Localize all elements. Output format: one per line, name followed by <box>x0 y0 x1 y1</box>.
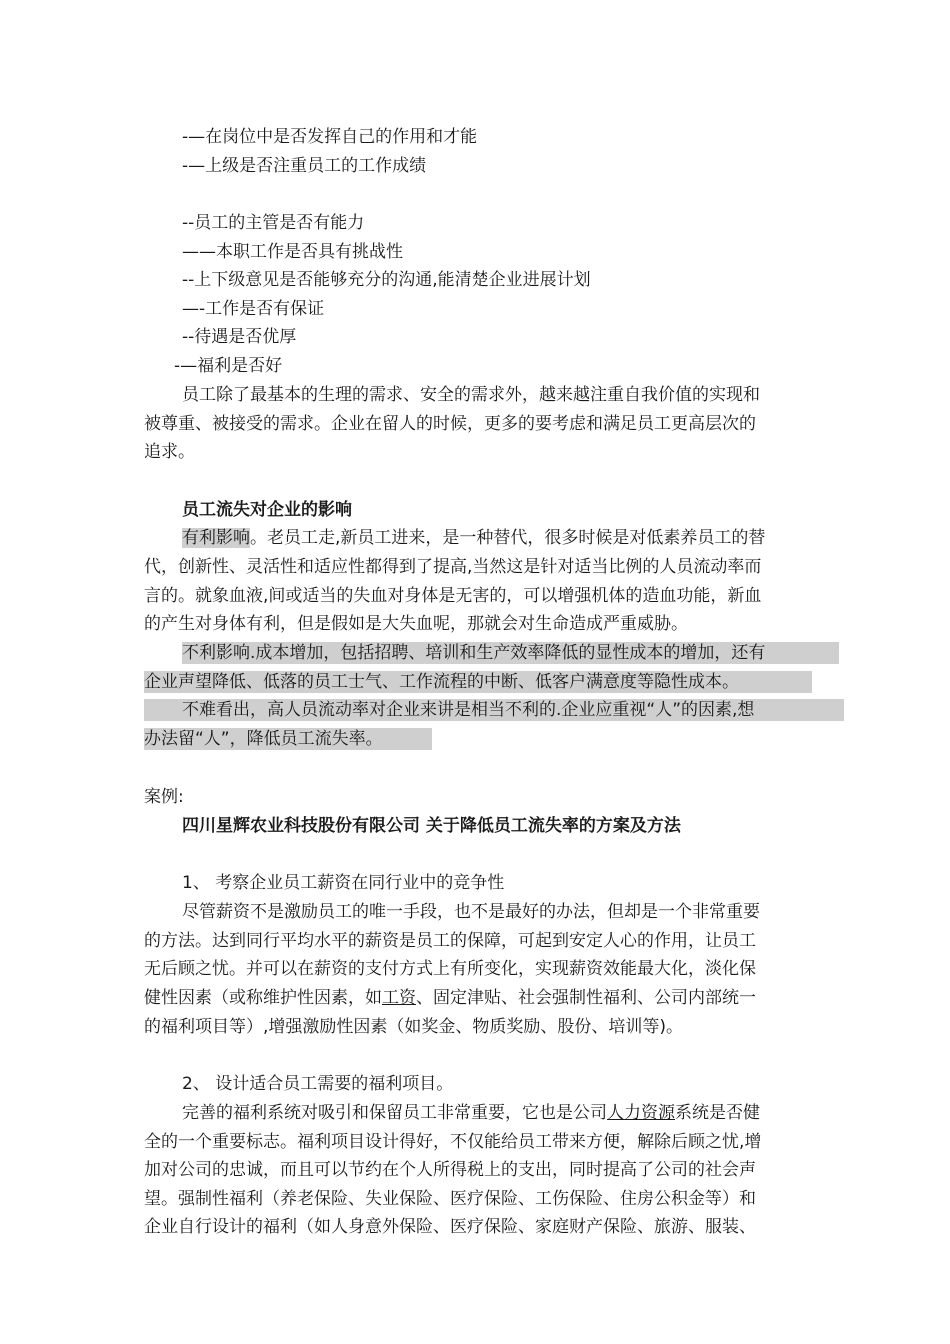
item-heading: 1、 考察企业员工薪资在同行业中的竞争性 <box>182 873 505 893</box>
case-label: 案例: <box>144 787 184 807</box>
paragraph-line: 的方法。达到同行平均水平的薪资是员工的保障，可起到安定人心的作用，让员工 <box>144 931 756 951</box>
bullet-line: --员工的主管是否有能力 <box>182 213 365 233</box>
bullet-line: --待遇是否优厚 <box>182 327 297 347</box>
paragraph-text: 。老员工走,新员工进来，是一种替代，很多时候是对低素养员工的替 <box>250 528 766 548</box>
section-heading: 员工流失对企业的影响 <box>182 500 352 520</box>
paragraph-line: 加对公司的忠诚，而且可以节约在个人所得税上的支出，同时提高了公司的社会声 <box>144 1160 756 1180</box>
paragraph-line: 被尊重、被接受的需求。企业在留人的时候，更多的要考虑和满足员工更高层次的 <box>144 414 756 434</box>
bullet-line: --上下级意见是否能够充分的沟通,能清楚企业进展计划 <box>182 270 591 290</box>
bullet-line: ——本职工作是否具有挑战性 <box>182 242 403 262</box>
bullet-line: —-工作是否有保证 <box>182 299 325 319</box>
highlighted-line: 不难看出，高人员流动率对企业来讲是相当不利的.企业应重视“人”的因素,想 <box>144 699 844 721</box>
paragraph-line <box>182 1102 760 1124</box>
highlighted-line: 不利影响.成本增加，包括招聘、培训和生产效率降低的显性成本的增加，还有 <box>182 642 839 664</box>
bullet-line: -—在岗位中是否发挥自己的作用和才能 <box>182 127 478 147</box>
paragraph-text: 完善的福利系统对吸引和保留员工非常重要，它也是公司 <box>182 1103 607 1123</box>
paragraph-text: 健性因素（或称维护性因素，如 <box>144 988 382 1008</box>
paragraph-line: 的产生对身体有利，但是假如是大失血呢，那就会对生命造成严重威胁。 <box>144 614 688 634</box>
paragraph-line: 无后顾之忧。并可以在薪资的支付方式上有所变化，实现薪资效能最大化，淡化保 <box>144 959 756 979</box>
paragraph-line: 员工除了最基本的生理的需求、安全的需求外，越来越注重自我价值的实现和 <box>182 385 760 405</box>
paragraph-line: 代，创新性、灵活性和适应性都得到了提高,当然这是针对适当比例的人员流动率而 <box>144 557 762 577</box>
paragraph-line: 言的。就象血液,间或适当的失血对身体是无害的，可以增强机体的造血功能，新血 <box>144 586 762 606</box>
bullet-line: -—上级是否注重员工的工作成绩 <box>182 156 427 176</box>
paragraph-line: 全的一个重要标志。福利项目设计得好，不仅能给员工带来方便，解除后顾之忧,增 <box>144 1132 762 1152</box>
highlighted-line: 办法留“人”，降低员工流失率。 <box>144 728 432 750</box>
paragraph-text: 系统是否健 <box>675 1103 760 1123</box>
paragraph-line: 的福利项目等）,增强激励性因素（如奖金、物质奖励、股份、培训等)。 <box>144 1017 684 1037</box>
paragraph-line <box>182 527 765 549</box>
paragraph-line <box>144 987 756 1009</box>
highlighted-label: 有利影响 <box>182 528 250 548</box>
bullet-line: -—福利是否好 <box>174 356 283 376</box>
paragraph-line: 望。强制性福利（养老保险、失业保险、医疗保险、工伤保险、住房公积金等）和 <box>144 1189 756 1209</box>
paragraph-line: 追求。 <box>144 442 195 462</box>
human-resources-link[interactable]: 人力资源 <box>607 1103 675 1123</box>
paragraph-line: 企业自行设计的福利（如人身意外保险、医疗保险、家庭财产保险、旅游、服装、 <box>144 1217 756 1237</box>
item-heading: 2、 设计适合员工需要的福利项目。 <box>182 1074 454 1094</box>
highlighted-line: 企业声望降低、低落的员工士气、工作流程的中断、低客户满意度等隐性成本。 <box>144 671 812 693</box>
case-title: 四川星辉农业科技股份有限公司 关于降低员工流失率的方案及方法 <box>182 816 681 836</box>
paragraph-line: 尽管薪资不是激励员工的唯一手段，也不是最好的办法，但却是一个非常重要 <box>182 902 760 922</box>
wage-link[interactable]: 工资 <box>382 988 416 1008</box>
paragraph-text: 、固定津贴、社会强制性福利、公司内部统一 <box>416 988 756 1008</box>
